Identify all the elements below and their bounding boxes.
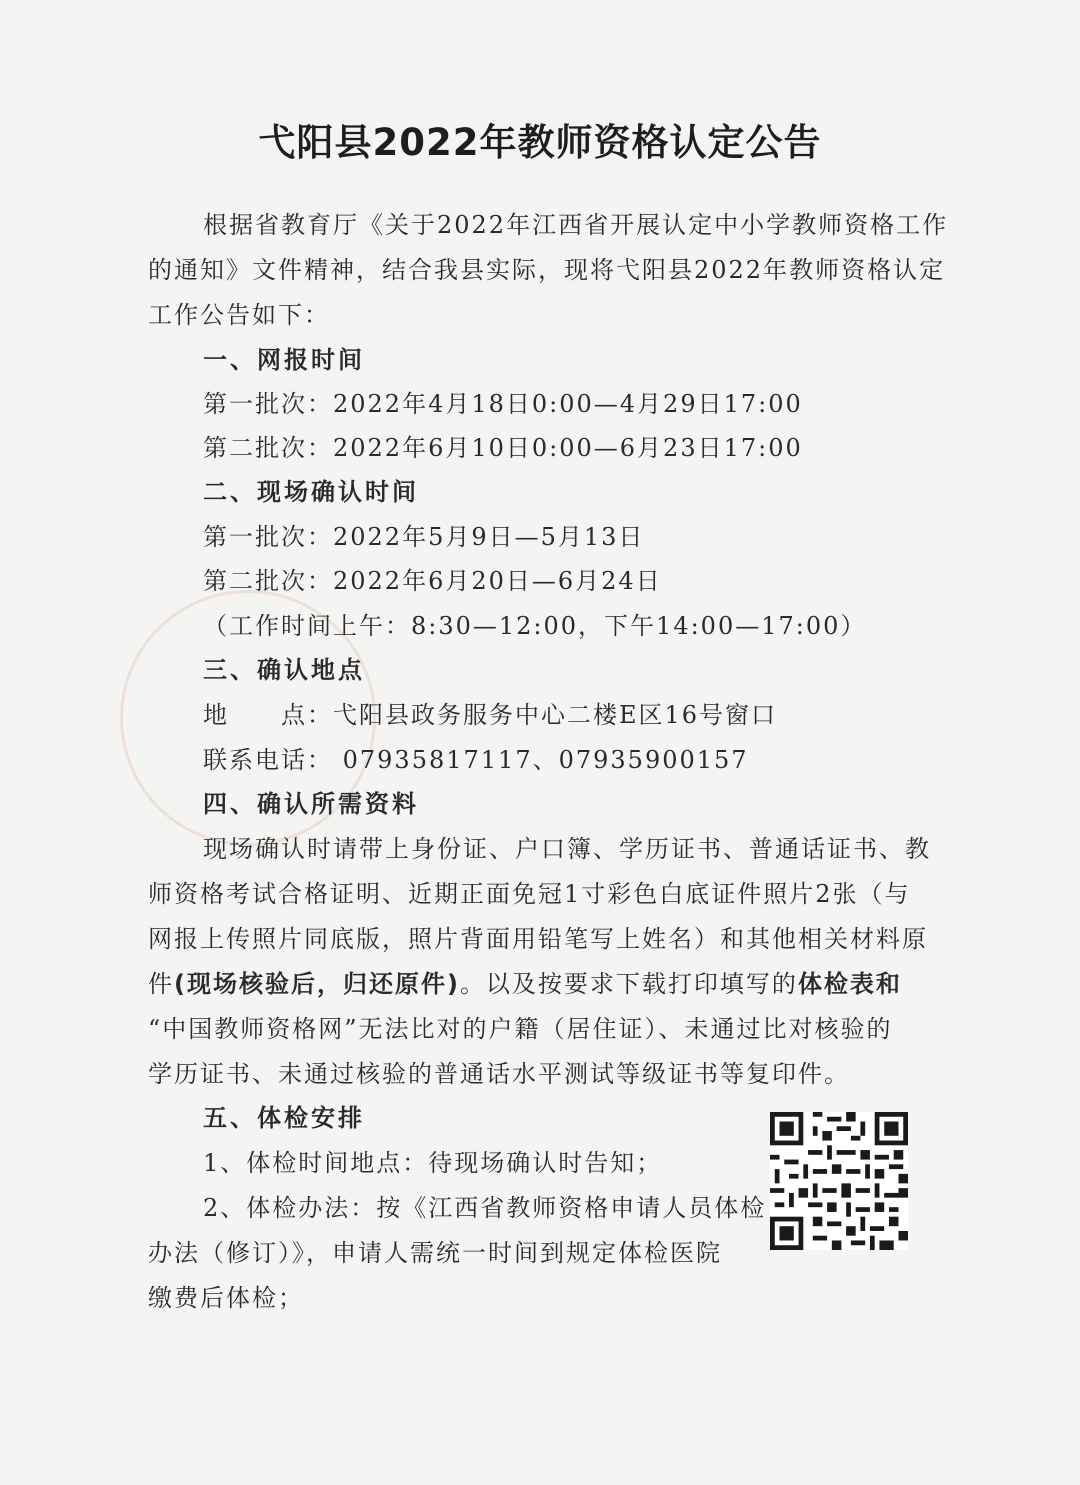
section-4-line-1: 现场确认时请带上身份证、户口簿、学历证书、普通话证书、教 [203,835,931,863]
section-1-batch-2: 第二批次：2022年6月10日0:00—6月23日17:00 [203,434,803,462]
page-title: 弋阳县2022年教师资格认定公告 [258,121,822,164]
section-4-line-2: 师资格考试合格证明、近期正面免冠1寸彩色白底证件照片2张（与 [148,880,911,908]
qr-code-icon [770,1112,908,1250]
section-5-item-1: 1、体检时间地点：待现场确认时告知； [203,1149,663,1177]
section-3-heading: 三、确认地点 [203,656,365,684]
section-5-heading: 五、体检安排 [203,1104,365,1132]
section-4-line-4-start: 件 [148,970,174,998]
return-originals-note: (现场核验后，归还原件) [174,970,460,998]
section-4-line-5: “中国教师资格网”无法比对的户籍（居住证）、未通过比对核验的 [148,1015,893,1043]
intro-line-1: 根据省教育厅《关于2022年江西省开展认定中小学教师资格工作 [203,211,949,239]
section-5-item-2-line-1: 2、体检办法：按《江西省教师资格申请人员体检 [203,1194,767,1222]
section-3-address: 地 点：弋阳县政务服务中心二楼E区16号窗口 [203,701,778,729]
section-1-batch-1: 第一批次：2022年4月18日0:00—4月29日17:00 [203,390,803,418]
section-2-batch-2: 第二批次：2022年6月20日—6月24日 [203,567,662,595]
section-2-hours: （工作时间上午：8:30—12:00，下午14:00—17:00） [203,612,867,640]
section-1-heading: 一、网报时间 [203,346,365,374]
health-form-note: 体检表和 [797,970,902,998]
section-2-heading: 二、现场确认时间 [203,478,419,506]
section-4-line-4 [148,964,902,999]
section-5-item-2-line-2: 办法（修订）》，申请人需统一时间到规定体检医院 [148,1239,722,1267]
section-4-line-4-mid: 。以及按要求下载打印填写的 [459,970,798,998]
section-2-batch-1: 第一批次：2022年5月9日—5月13日 [203,523,645,551]
intro-line-2: 的通知》文件精神，结合我县实际，现将弋阳县2022年教师资格认定 [148,256,946,284]
section-5-item-2-line-3: 缴费后体检； [148,1284,304,1312]
section-3-phone: 联系电话： 07935817117、07935900157 [203,746,749,774]
section-4-heading: 四、确认所需资料 [203,790,419,818]
section-4-line-6: 学历证书、未通过核验的普通话水平测试等级证书等复印件。 [148,1060,850,1088]
intro-line-3: 工作公告如下： [148,301,330,329]
section-4-line-3: 网报上传照片同底版，照片背面用铅笔写上姓名）和其他相关材料原 [148,925,928,953]
